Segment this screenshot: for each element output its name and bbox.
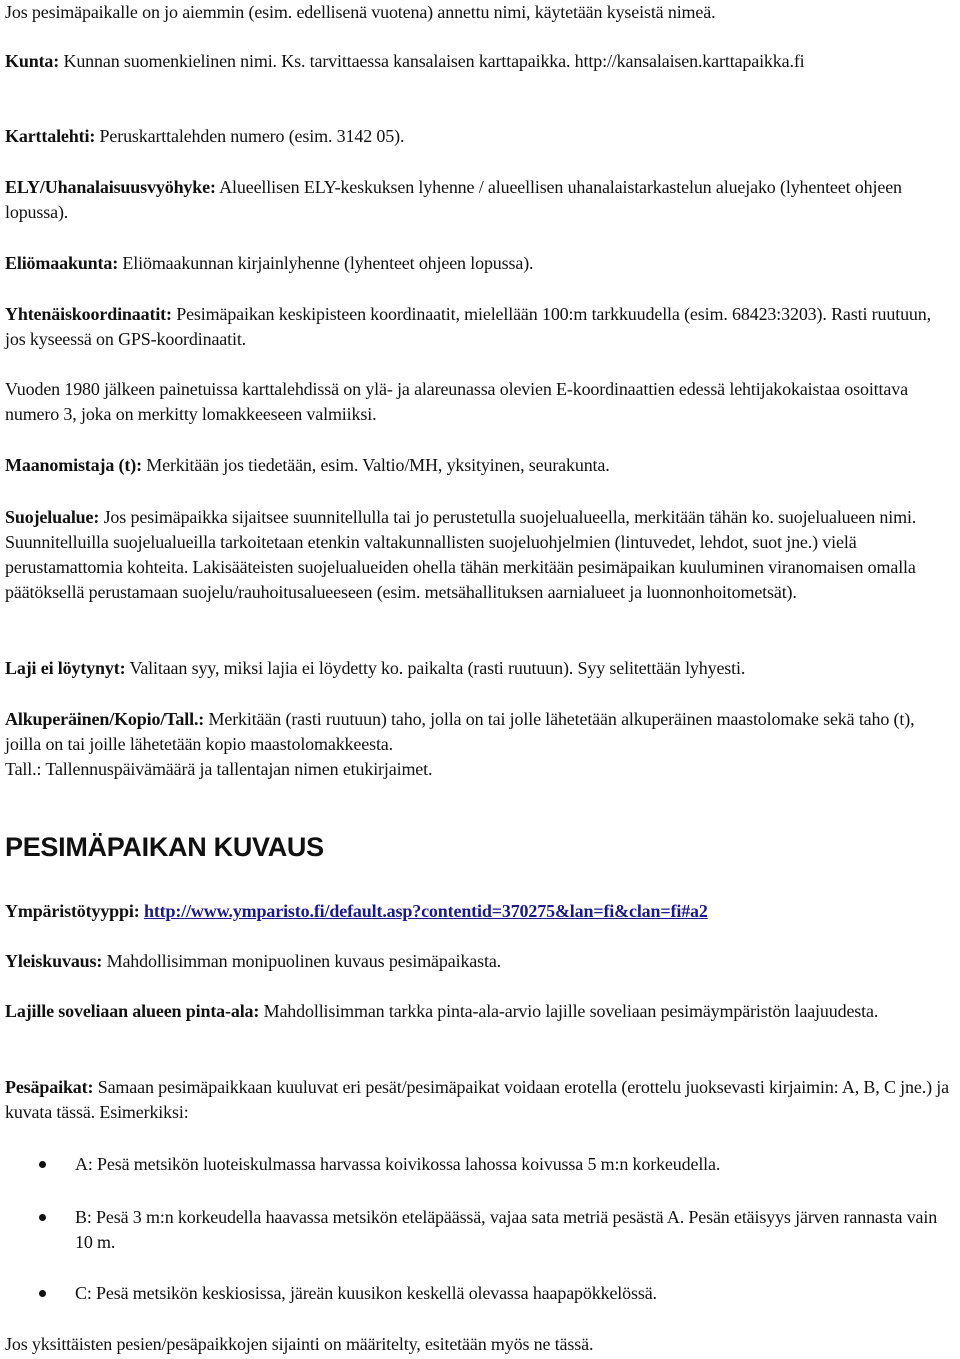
field-label-pinta-ala: Lajille soveliaan alueen pinta-ala: (5, 1001, 260, 1021)
paragraph-eliomaakunta (5, 251, 952, 276)
paragraph-ymparistotyyppi (5, 899, 952, 924)
paragraph-sijainti-note (5, 1332, 952, 1357)
field-label-maanomistaja: Maanomistaja (t): (5, 455, 142, 475)
paragraph-yhtenaiskoordinaatit (5, 302, 952, 352)
field-label-colon: : (198, 709, 205, 729)
field-label-yhtenaiskoordinaatit: Yhtenäiskoordinaatit: (5, 304, 172, 324)
field-label-karttalehti: Karttalehti: (5, 126, 96, 146)
bullet-icon (39, 1161, 46, 1168)
field-description-eliomaakunta: Eliömaakunnan kirjainlyhenne (lyhenteet ohjeen lopussa). (118, 253, 534, 273)
paragraph-text: Jos pesimäpaikalle on jo aiemmin (esim. edellisenä vuotena) annettu nimi, käytetään kyseistä nimeä. (5, 2, 716, 22)
bullet-icon (39, 1290, 46, 1297)
list-item-text: C: Pesä metsikön keskiosissa, järeän kuusikon keskellä olevassa haapapökkelössä. (75, 1283, 657, 1303)
field-description-tallennus: Tall.: Tallennuspäivämäärä ja tallentajan nimen etukirjaimet. (5, 759, 433, 779)
paragraph-kunta (5, 49, 952, 74)
paragraph-yleiskuvaus (5, 949, 952, 974)
field-label-suojelualue: Suojelualue: (5, 507, 100, 527)
paragraph-nimi-note (5, 0, 952, 25)
list-item-text: B: Pesä 3 m:n korkeudella haavassa metsikön eteläpäässä, vajaa sata metriä pesästä A. Pesän etäisyys järven rannasta vain 10 m. (75, 1207, 938, 1252)
field-description-yleiskuvaus: Mahdollisimman monipuolinen kuvaus pesimäpaikasta. (102, 951, 502, 971)
paragraph-alkuperainen (5, 707, 952, 782)
field-description-suojelualue: Jos pesimäpaikka sijaitsee suunnitellulla tai jo perustetulla suojelualueella, merkitään tähän ko. suojelualueen nimi. Suunnitelluilla suojelualueilla tarkoitetaan etenkin valtakunnallisten suojeluohjelmien (lintuvedet, lehdot, suot jne.) vielä perustamattomia kohteita. Lakisääteisten suojelualueiden ohella tähän merkitään pesimäpaikan kuuluminen viranomaisen omalla päätöksellä perustamaan suojelu/rauhoitusalueeseen (esim. metsähallituksen aarnialueet ja luonnonhoitometsät). (5, 507, 917, 602)
paragraph-laji-ei-loytynyt (5, 656, 952, 681)
paragraph-suojelualue (5, 505, 952, 605)
list-item-text: A: Pesä metsikön luoteiskulmassa harvassa koivikossa lahossa koivussa 5 m:n korkeudella. (75, 1154, 721, 1174)
paragraph-text: Vuoden 1980 jälkeen painetuissa karttalehdissä on ylä- ja alareunassa olevien E-koordinaattien edessä lehtijakokaistaa osoittava numero 3, joka on merkitty lomakkeeseen valmiiksi. (5, 379, 908, 424)
field-description-pinta-ala: Mahdollisimman tarkka pinta-ala-arvio lajille soveliaan pesimäympäristön laajuudesta. (259, 1001, 879, 1021)
field-label-laji-ei-loytynyt: Laji ei löytynyt: (5, 658, 126, 678)
field-description-karttalehti: Peruskarttalehden numero (esim. 3142 05). (95, 126, 405, 146)
field-description-maanomistaja: Merkitään jos tiedetään, esim. Valtio/MH, yksityinen, seurakunta. (141, 455, 610, 475)
paragraph-ely (5, 175, 952, 225)
section-heading: PESIMÄPAIKAN KUVAUS (5, 832, 324, 862)
paragraph-karttalehti (5, 124, 952, 149)
paragraph-text: Jos yksittäisten pesien/pesäpaikkojen sijainti on määritelty, esitetään myös ne tässä. (5, 1334, 594, 1354)
field-description-pesapaikat: Samaan pesimäpaikkaan kuuluvat eri pesät/pesimäpaikat voidaan erotella (erottelu juoksevasti kirjaimin: A, B, C jne.) ja kuvata tässä. Esimerkiksi: (5, 1077, 949, 1122)
paragraph-pinta-ala (5, 999, 952, 1024)
field-description-kunta: Kunnan suomenkielinen nimi. Ks. tarvittaessa kansalaisen karttapaikka. http://kansalaisen.karttapaikka.fi (59, 51, 805, 71)
paragraph-e-koordinaatti-note (5, 377, 952, 427)
field-label-yleiskuvaus: Yleiskuvaus: (5, 951, 103, 971)
field-label-ymparistotyyppi: Ympäristötyyppi: (5, 901, 140, 921)
field-label-alkuperainen: Alkuperäinen/Kopio/Tall. (5, 709, 199, 729)
bullet-icon (39, 1214, 46, 1221)
field-description-yhtenaiskoordinaatit: Pesimäpaikan keskipisteen koordinaatit, mielellään 100:m tarkkuudella (esim. 68423:3203). Rasti ruutuun, jos kyseessä on GPS-koordinaatit. (5, 304, 931, 349)
field-description-ely: Alueellisen ELY-keskuksen lyhenne / alueellisen uhanalaistarkastelun aluejako (lyhenteet ohjeen lopussa). (5, 177, 902, 222)
paragraph-pesapaikat (5, 1075, 952, 1125)
field-description-laji-ei-loytynyt: Valitaan syy, miksi lajia ei löydetty ko. paikalta (rasti ruutuun). Syy selitettään lyhyesti. (125, 658, 746, 678)
ymparistotyyppi-link[interactable]: http://www.ymparisto.fi/default.asp?contentid=370275&lan=fi&clan=fi#a2 (143, 901, 708, 921)
field-label-ely: ELY/Uhanalaisuusvyöhyke: (5, 177, 216, 197)
field-description-alkuperainen: Merkitään (rasti ruutuun) taho, jolla on tai jolle lähetetään alkuperäinen maastolomake sekä taho (t), joilla on tai joille lähetetään kopio maastolomakkeesta. (5, 709, 915, 754)
field-label-kunta: Kunta: (5, 51, 60, 71)
paragraph-maanomistaja (5, 453, 952, 478)
field-label-pesapaikat: Pesäpaikat: (5, 1077, 94, 1097)
field-label-eliomaakunta: Eliömaakunta: (5, 253, 119, 273)
